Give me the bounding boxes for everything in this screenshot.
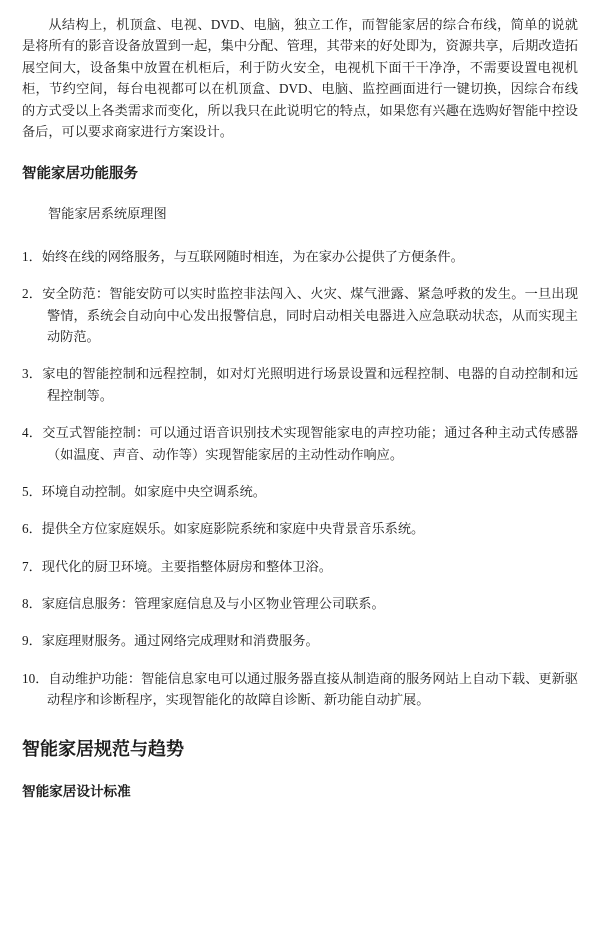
- list-item-number: 9．: [22, 633, 42, 649]
- list-item-number: 5．: [22, 483, 42, 499]
- list-item-text: 始终在线的网络服务，与互联网随时相连，为在家办公提供了方便条件。: [41, 248, 464, 264]
- list-item: [22, 246, 578, 267]
- list-item-number: 8．: [22, 596, 42, 612]
- list-item: [22, 422, 578, 465]
- section-heading-smart-home-services: 智能家居功能服务: [22, 166, 138, 183]
- list-item: [22, 518, 578, 539]
- list-item: [22, 630, 578, 651]
- list-item-number: 7．: [22, 558, 42, 574]
- heading-standards-and-trends: 智能家居规范与趋势: [22, 738, 184, 759]
- list-item-number: 2．: [22, 286, 43, 302]
- list-item-text: 环境自动控制。如家庭中央空调系统。: [41, 483, 266, 499]
- list-item: [22, 668, 578, 711]
- list-item-number: 4．: [22, 425, 43, 441]
- list-item-number: 3．: [22, 366, 43, 382]
- list-item-text: 家电的智能控制和远程控制，如对灯光照明进行场景设置和远程控制、电器的自动控制和远程控制等。: [42, 366, 579, 403]
- list-item-number: 6．: [22, 521, 42, 537]
- intro-paragraph: 从结构上，机顶盒、电视、DVD、电脑，独立工作，而智能家居的综合布线，简单的说就是将所有的影音设备放置到一起，集中分配、管理，其带来的好处即为，资源共享，后期改造拓展空间大，设备集中放置在机柜后，利于防火安全，电视机下面干干净净，不需要设置电视机柜，节约空间，每台电视都可以在机顶盒、DVD、电脑、监控画面进行一键切换，因综合布线的方式受以上各类需求而变化，所以我只在此说明它的特点，如果您有兴趣在选购好智能中控设备后，可以要求商家进行方案设计。: [22, 17, 578, 139]
- list-item-text: 安全防范：智能安防可以实时监控非法闯入、火灾、煤气泄露、紧急呼救的发生。一旦出现警情，系统会自动向中心发出报警信息，同时启动相关电器进入应急联动状态，从而实现主动防范。: [42, 286, 579, 345]
- list-item: [22, 593, 578, 614]
- list-item: [22, 363, 578, 406]
- list-item-text: 提供全方位家庭娱乐。如家庭影院系统和家庭中央背景音乐系统。: [41, 521, 425, 537]
- list-item-text: 自动维护功能：智能信息家电可以通过服务器直接从制造商的服务网站上自动下载、更新驱动程序和诊断程序，实现智能化的故障自诊断、新功能自动扩展。: [47, 670, 579, 708]
- feature-list: [22, 246, 578, 711]
- list-item-text: 交互式智能控制：可以通过语音识别技术实现智能家电的声控功能；通过各种主动式传感器（如温度、声音、动作等）实现智能家居的主动性动作响应。: [42, 425, 579, 462]
- list-item-text: 现代化的厨卫环境。主要指整体厨房和整体卫浴。: [41, 558, 332, 574]
- list-item: [22, 556, 578, 577]
- heading-design-standard: 智能家居设计标准: [22, 783, 131, 799]
- list-item-text: 家庭信息服务：管理家庭信息及与小区物业管理公司联系。: [41, 596, 385, 612]
- list-item: [22, 481, 578, 502]
- figure-caption: 智能家居系统原理图: [48, 205, 167, 221]
- list-item-number: 10．: [22, 670, 49, 686]
- list-item-number: 1．: [22, 248, 42, 264]
- list-item: [22, 283, 578, 347]
- list-item-text: 家庭理财服务。通过网络完成理财和消费服务。: [41, 633, 319, 649]
